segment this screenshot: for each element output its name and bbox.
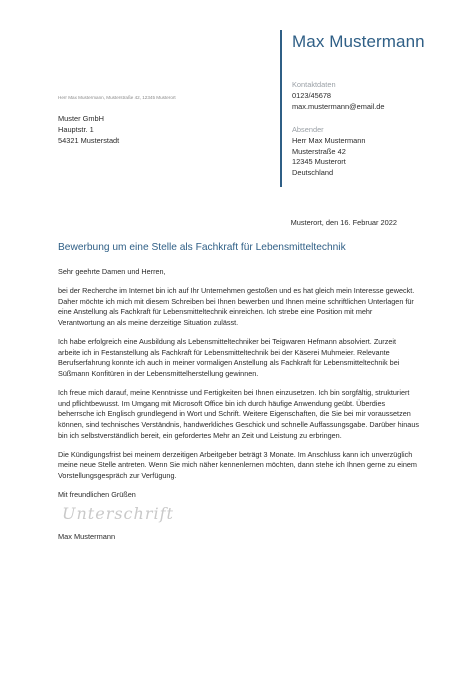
- sender-line: Musterstraße 42: [292, 146, 346, 156]
- return-address-line: Herr Max Mustermann, Musterstraße 42, 12345 Musterort: [58, 95, 176, 100]
- body-line: bei der Recherche im Internet bin ich auf Ihr Unternehmen gestoßen und es hat gleich mein Interesse geweckt.: [58, 286, 415, 296]
- signature-placeholder: Unterschrift: [62, 504, 174, 523]
- sender-label: Absender: [292, 125, 324, 134]
- contact-label: Kontaktdaten: [292, 80, 336, 89]
- contact-block: [292, 80, 385, 112]
- body-paragraph: [58, 286, 423, 328]
- body-line: meine neue Stelle antreten. Wenn Sie mich näher kennenlernen möchten, dann stehe ich Ihnen gerne zu einem: [58, 460, 417, 470]
- body-line: und pflichtbewusst. Im Umgang mit Microsoft Office bin ich durch häufige Anwendung geübt. Überdies: [58, 398, 386, 408]
- sender-block: [292, 125, 366, 179]
- recipient-address: [58, 114, 119, 146]
- body-paragraph: [58, 388, 423, 441]
- sender-line: Herr Max Mustermann: [292, 135, 366, 145]
- header-accent-bar: [280, 30, 282, 187]
- sender-line: Deutschland: [292, 168, 334, 178]
- signed-name: Max Mustermann: [58, 532, 116, 541]
- body-line: Berufserfahrung konnte ich auch in meiner vormaligen Anstellung als Fachkraft für Lebensmitteltechnik bei: [58, 358, 400, 368]
- body-line: Ich habe erfolgreich eine Ausbildung als Lebensmitteltechniker bei Teigwaren Hefmann absolviert. Zurzeit: [58, 337, 396, 347]
- email-address: max.mustermann@email.de: [292, 101, 385, 111]
- salutation: Sehr geehrte Damen und Herren,: [58, 267, 166, 276]
- recipient-line: Hauptstr. 1: [58, 124, 94, 134]
- sender-line: 12345 Musterort: [292, 157, 346, 167]
- body-paragraph: [58, 337, 423, 379]
- letter-date: Musterort, den 16. Februar 2022: [290, 218, 397, 227]
- recipient-line: Muster GmbH: [58, 114, 104, 123]
- body-line: eine Anstellung als Fachkraft für Lebensmitteltechnik einreichen. Ich strebe eine Position mit mehr: [58, 307, 373, 317]
- recipient-line: 54321 Musterstadt: [58, 135, 120, 145]
- body-line: Daher möchte ich mich mit diesem Schreiben bei Ihnen bewerben und Ihnen meine schriftlichen Unterlagen für: [58, 296, 414, 306]
- body-line: Verantwortung an als meine derzeitige Situation zulässt.: [58, 317, 239, 327]
- body-line: Die Kündigungsfrist bei meinem derzeitigen Arbeitgeber beträgt 3 Monate. Im Anschluss kann ich unverzüglich: [58, 449, 413, 459]
- body-line: Süßmann Konfitüren in der Lebensmittelherstellung gewinnen.: [58, 368, 259, 378]
- body-line: Vorstellungsgespräch zur Verfügung.: [58, 470, 177, 480]
- body-line: beherrsche ich Englisch grundlegend in Wort und Schrift. Weitere Eigenschaften, die Sie bei mir voraussetzen: [58, 409, 411, 419]
- body-line: Ich freue mich darauf, meine Kenntnisse und Fertigkeiten bei Ihnen einzusetzen. Ich bin sorgfältig, strukturiert: [58, 388, 410, 398]
- phone-number: 0123/45678: [292, 90, 332, 100]
- closing: Mit freundlichen Grüßen: [58, 490, 136, 500]
- letter-subject: Bewerbung um eine Stelle als Fachkraft für Lebensmitteltechnik: [58, 242, 346, 253]
- body-line: arbeite ich in Festanstellung als Fachkraft für Lebensmitteltechnik bei der Käserei Muhmeier. Relevante: [58, 347, 390, 357]
- body-line: können, sind technisches Verständnis, handwerkliches Geschick und schnelle Auffassungsgabe. Darüber hinaus: [58, 419, 419, 429]
- letter-body: [58, 267, 423, 509]
- body-paragraph: [58, 450, 423, 482]
- body-line: bin ich selbstverständlich bereit, ein gefordertes Mehr an Zeit und Leistung zu erbringen.: [58, 430, 342, 440]
- applicant-name: Max Mustermann: [292, 32, 425, 51]
